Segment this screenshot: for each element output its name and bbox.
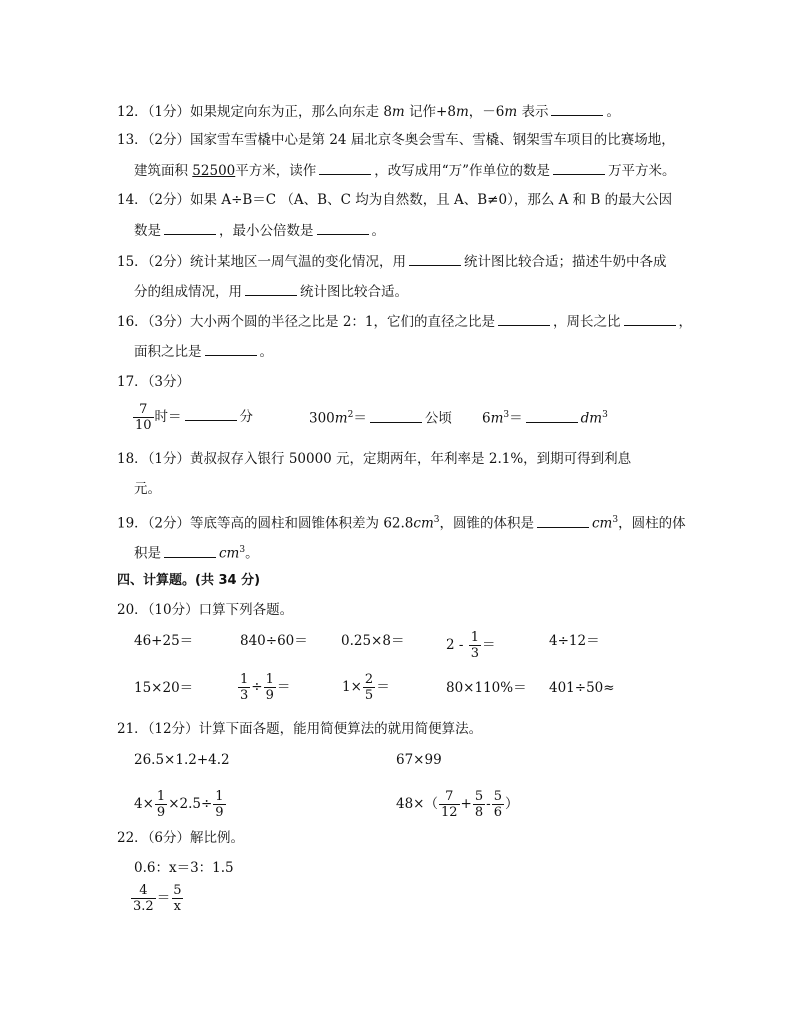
question-17-part-c [482, 405, 608, 429]
numerator: 1 [156, 789, 166, 804]
operator: ÷ [251, 679, 263, 695]
question-text: 记作+8 [404, 104, 456, 120]
question-text: 分 [239, 409, 254, 425]
question-text: 48×（ [396, 796, 438, 812]
section-heading: 四、计算题。(共 34 分) [117, 573, 261, 588]
question-text: 统计图比较合适；描述牛奶中各成 [464, 254, 667, 270]
question-points: （10分） [147, 602, 199, 618]
question-text: 分的组成情况，用 [134, 284, 242, 300]
question-text: 万平方米。 [608, 163, 676, 179]
fraction [492, 789, 504, 820]
question-points: （1分） [147, 104, 191, 120]
question-15 [117, 251, 667, 272]
question-text: ） [504, 796, 519, 812]
numerator: 5 [493, 789, 502, 804]
question-14 [117, 190, 672, 210]
question-text: 建筑面积 [134, 163, 193, 179]
question-number: 20． [117, 602, 148, 618]
question-20 [117, 600, 293, 620]
question-text: 。 [371, 223, 385, 239]
denominator: 3 [470, 646, 480, 661]
question-16-line2 [134, 341, 273, 362]
question-13 [117, 130, 675, 150]
q22-expr-2 [130, 883, 184, 914]
unit-m: m [490, 410, 504, 427]
question-text: ， [678, 314, 693, 330]
unit-m: m [455, 104, 469, 120]
question-text: 统计某地区一周气温的变化情况，用 [190, 254, 407, 270]
numerator: 5 [173, 883, 182, 898]
answer-blank[interactable] [245, 281, 297, 296]
question-19 [117, 510, 686, 534]
question-text: 6 [482, 410, 491, 427]
question-21 [117, 719, 482, 739]
answer-blank[interactable] [537, 513, 589, 528]
question-text: ＝ [482, 637, 496, 653]
answer-blank[interactable] [498, 311, 550, 326]
question-points: （2分） [147, 132, 191, 148]
question-text: 。 [259, 344, 273, 360]
question-17-part-a [132, 402, 253, 433]
denominator: 6 [493, 805, 502, 820]
unit-m: m [504, 104, 518, 120]
denominator: 9 [215, 805, 224, 820]
fraction [171, 883, 183, 914]
denominator: 9 [156, 805, 166, 820]
question-text: 黄叔叔存入银行 50000 元，定期两年，年利率是 2.1%，到期可得到利息 [190, 451, 632, 467]
question-text: 。 [245, 545, 259, 562]
answer-blank[interactable] [164, 220, 216, 235]
q20-item-5: 4÷12＝ [549, 633, 600, 649]
question-text: ，改写成用“万”作单位的数是 [374, 163, 551, 179]
answer-blank[interactable] [551, 101, 603, 116]
answer-blank[interactable] [164, 543, 216, 558]
question-text: ，圆锥的体积是 [439, 515, 534, 532]
exponent: 3 [612, 515, 619, 525]
question-text: 。 [606, 104, 620, 120]
fraction [155, 789, 167, 820]
question-text: 元。 [134, 481, 161, 497]
answer-blank[interactable] [319, 160, 371, 175]
question-number: 21． [117, 721, 148, 737]
q20-item-8 [342, 672, 390, 703]
operator: ＝ [156, 890, 171, 906]
answer-blank[interactable] [185, 406, 237, 421]
operator: + [460, 796, 472, 812]
q20-item-7 [237, 672, 290, 703]
question-number: 12． [117, 104, 148, 120]
numerator: 1 [265, 672, 274, 687]
question-15-line2 [134, 281, 408, 302]
question-text: 如果规定向东为正，那么向东走 8 [190, 104, 392, 120]
question-text: 1× [342, 679, 362, 695]
question-text: ＝ [276, 679, 291, 695]
unit-m: m [391, 104, 405, 120]
question-17-part-b [309, 405, 452, 429]
numerator: 1 [240, 672, 249, 687]
fraction [473, 789, 485, 820]
q21-expr-2: 67×99 [396, 752, 442, 768]
question-text: 300 [309, 410, 335, 427]
question-points: （2分） [147, 254, 191, 270]
question-12 [117, 101, 620, 122]
question-number: 22． [117, 830, 148, 846]
question-text: 积是 [134, 545, 161, 562]
numerator: 5 [474, 789, 484, 804]
exponent: 3 [602, 410, 608, 420]
numerator: 4 [139, 883, 148, 898]
question-text: ，－6 [468, 104, 505, 120]
question-points: （12分） [147, 721, 199, 737]
answer-blank[interactable] [409, 251, 461, 266]
fraction [213, 789, 225, 820]
question-number: 16． [117, 314, 148, 330]
q20-item-6: 15×20＝ [134, 680, 194, 696]
unit-cm: cm [413, 515, 434, 532]
question-text: 2 - [446, 637, 468, 653]
area-value: 52500 [192, 163, 236, 179]
exponent: 2 [347, 410, 354, 420]
question-18 [117, 449, 631, 469]
denominator: 10 [135, 418, 152, 433]
question-text: 表示 [517, 104, 549, 120]
question-text: ，圆柱的体 [618, 515, 686, 532]
q20-item-9: 80×110%＝ [446, 680, 527, 696]
question-18-line2 [134, 479, 161, 499]
question-text: 统计图比较合适。 [300, 284, 408, 300]
denominator: 3.2 [133, 899, 154, 914]
unit-cm: cm [592, 515, 613, 532]
answer-blank[interactable] [624, 311, 676, 326]
q21-expr-1: 26.5×1.2+4.2 [134, 752, 230, 768]
denominator: 9 [265, 688, 274, 703]
question-17 [117, 372, 190, 392]
numerator: 1 [470, 630, 480, 645]
fraction [439, 789, 460, 820]
question-text: 国家雪车雪橇中心是第 24 届北京冬奥会雪车、雪橇、钢架雪车项目的比赛场地， [190, 132, 675, 148]
question-13-line2 [134, 160, 676, 181]
question-points: （1分） [147, 451, 191, 467]
question-14-line2 [134, 220, 385, 241]
fraction [238, 672, 250, 703]
question-16 [117, 311, 692, 332]
question-text: 平方米，读作 [235, 163, 317, 179]
question-19-line2 [134, 540, 259, 564]
question-points: （3分） [147, 374, 191, 390]
exponent: 3 [503, 410, 510, 420]
question-text: 面积之比是 [134, 344, 202, 360]
numerator: 2 [364, 672, 374, 687]
question-text: 大小两个圆的半径之比是 2：1，它们的直径之比是 [190, 314, 496, 330]
exponent: 3 [239, 545, 246, 555]
answer-blank[interactable] [317, 220, 369, 235]
question-text: 数是 [134, 223, 161, 239]
question-text: 口算下列各题。 [198, 602, 294, 618]
fraction [363, 672, 375, 703]
question-text: ＝ [376, 679, 390, 695]
answer-blank[interactable] [526, 408, 578, 423]
question-points: （6分） [147, 830, 191, 846]
answer-blank[interactable] [205, 341, 257, 356]
unit-dm: dm [580, 410, 603, 427]
q22-expr-1: 0.6：x＝3：1.5 [134, 860, 234, 876]
fraction [469, 630, 481, 661]
question-text: 时＝ [154, 409, 182, 425]
question-number: 17． [117, 374, 148, 390]
question-number: 14． [117, 192, 148, 208]
numerator: 7 [445, 789, 454, 804]
denominator: x [173, 899, 181, 914]
question-text: 如果 A÷B＝C （A、B、C 均为自然数，且 A、B≠0），那么 A 和 B 的最大公因 [190, 192, 673, 208]
numerator: 1 [215, 789, 224, 804]
denominator: 5 [364, 688, 374, 703]
denominator: 12 [441, 805, 458, 820]
question-number: 19． [117, 515, 148, 532]
question-22 [117, 828, 244, 848]
question-number: 13． [117, 132, 148, 148]
denominator: 8 [474, 805, 484, 820]
unit-m: m [334, 410, 348, 427]
q20-item-4 [446, 630, 496, 661]
q21-expr-3 [134, 789, 227, 820]
exponent: 3 [433, 515, 440, 525]
question-text: ，最小公倍数是 [219, 223, 314, 239]
question-text: 解比例。 [190, 830, 245, 846]
question-points: （2分） [147, 192, 191, 208]
question-number: 18． [117, 451, 148, 467]
question-number: 15． [117, 254, 148, 270]
fraction [133, 402, 154, 433]
question-text: ＝ [509, 410, 523, 427]
q20-item-10: 401÷50≈ [549, 680, 615, 696]
numerator: 7 [139, 402, 148, 417]
answer-blank[interactable] [370, 408, 422, 423]
unit-cm: cm [219, 545, 240, 562]
q21-expr-4 [396, 789, 518, 820]
answer-blank[interactable] [553, 160, 605, 175]
q20-item-1: 46+25＝ [134, 633, 194, 649]
question-points: （2分） [147, 515, 191, 532]
fraction [264, 672, 276, 703]
q20-item-2: 840÷60＝ [240, 633, 308, 649]
operator: - [486, 796, 491, 812]
question-text: ＝ [353, 410, 367, 427]
question-text: 等底等高的圆柱和圆锥体积差为 62.8 [190, 515, 414, 532]
question-text: 计算下面各题，能用简便算法的就用简便算法。 [198, 721, 483, 737]
question-text: 公顷 [424, 410, 452, 427]
question-text: 4× [134, 796, 154, 812]
question-points: （3分） [147, 314, 191, 330]
question-text: ×2.5÷ [168, 796, 213, 812]
question-text: ，周长之比 [553, 314, 621, 330]
q20-item-3: 0.25×8＝ [341, 633, 405, 649]
denominator: 3 [240, 688, 249, 703]
fraction [131, 883, 156, 914]
